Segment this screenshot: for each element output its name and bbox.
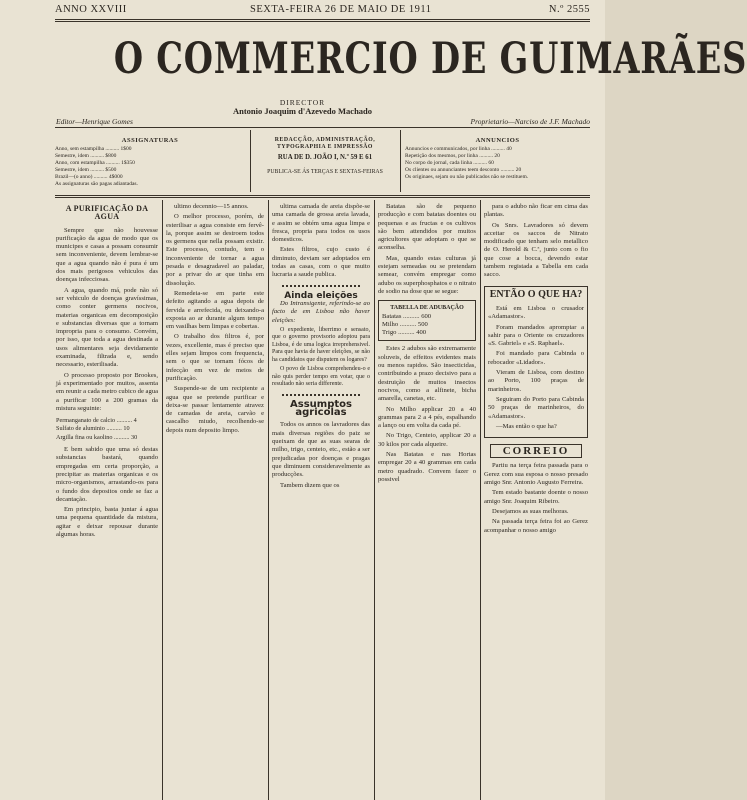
elections-title: Ainda eleições [284,290,358,301]
news-box-body [488,305,584,431]
ad-rate-line: No corpo do jornal, cada linha .......... 60 [405,160,494,166]
subscription-line: Anno, sem estampilha .......... 1$00 [55,146,132,152]
formula-line: Permanganato de calcio .......... 4 [56,417,137,425]
paragraph: O povo de Lisboa comprehendeu-o e não quis perder tempo em votar, que o resultado não seria differente. [272,366,370,388]
correio-body [484,462,588,534]
paragraph: Estes filtros, cujo custo é diminuto, deviam ser adoptados em todas as casas, com o que muito lucraria a saude publica. [272,246,370,279]
paragraph: Em principio, basta juntar á agua uma pequena quantidade da mistura, agitar e deixar repousar durante algumas horas. [56,506,158,538]
issue-year: ANNO XXVIII [55,4,127,15]
issue-date: SEXTA-FEIRA 26 DE MAIO DE 1911 [250,4,432,15]
article-purification-title: A PURIFICAÇÃO DA AGUA [65,204,149,222]
ad-rate-line: Annuncios e communicados, por linha .......... 40 [405,146,512,152]
news-box [484,286,588,438]
subscriptions-block [55,137,245,193]
top-rule-2 [55,21,590,22]
article-purification-body-2 [56,446,158,539]
subscription-line: Semestre, idem .......... $500 [55,167,117,173]
admin-address: RUA DE D. JOÃO I, N.º 59 E 61 [277,154,373,161]
news-box-title: ENTÃO O QUE HA? [489,288,583,300]
subscriptions-title: ASSIGNATURAS [121,137,179,144]
ad-rate-line: Os originaes, sejam ou não publicados não se restituem. [405,174,529,180]
issue-line [55,4,590,18]
subscriptions-list [55,146,245,188]
paragraph: Foi mandado para Cabinda o rebocador «Lidador». [488,350,584,366]
table-row: Trigo .......... 400 [382,329,427,337]
column-1 [56,203,158,800]
admin-publication: PUBLICA-SE ÁS TERÇAS E SEXTAS-FEIRAS [267,169,383,175]
subscription-line: Semestre, idem .......... $800 [55,153,117,159]
article-purification-body [56,227,158,414]
editor-name: Editor—Henrique Gomes [56,117,133,126]
paragraph: No Trigo, Centeio, applicar 20 a 30 kilos por cada alqueire. [378,432,476,448]
paragraph: Desejamos as suas melhoras. [492,507,569,515]
paragraph: Os Snrs. Lavradores só devem acceitar os saccos de Nitrato modificado que tenham selo metallico de O. Herold & C.ª, junto com o fio que cose a bocca, devendo estar tambem registada a Tabella em cada sacco. [484,221,588,279]
agriculture-title: Assumptos agricolas [290,398,352,419]
paragraph: A agua, quando má, pode não só ser vehiculo de doenças gravíssimas, como conter germens nocivos, materias organicas em decomposição e substancias diversas que a tornam impropria para o consumo. Convém, por isso, que toda a agua destinada a usos alimentares seja devidamente examinada, filtrada e, sendo necessario, esterilisada. [56,286,158,369]
paragraph: O trabalho dos filtros é, por vezes, excellente, mas é preciso que elles sejam limpos com frequencia, sem o que se tornam fócos de infecção em vez de meios de purificação. [166,333,264,382]
paragraph: ultimo decennio—15 annos. [174,203,249,210]
owner-name: Proprietario—Narciso de J.F. Machado [470,117,590,126]
paragraph: Seguiram do Porto para Cabinda 50 praças de marinheiros, do «Adamastor». [488,395,584,420]
paragraph: —Mas então o que ha? [496,422,557,430]
fertilizer-table [378,300,476,341]
admin-block [255,137,395,193]
director-block [0,98,605,116]
paragraph: Todos os annos os lavradores das mais diversas regiões do paiz se queixam de que as suas searas de milho, trigo, centeio, etc., estão a ser prejudicadas por doenças e pragas que diminuem consideravelmente as producções. [272,421,370,479]
subscription-line: As assignaturas são pagas adiantadas. [55,181,138,187]
paragraph: Está em Lisboa o crusador «Adamastor». [488,304,584,321]
paragraph: Nas Batatas e nas Hortas empregar 20 a 40 grammas em cada metro quadrado. Convem fazer o possivel [378,451,476,483]
agriculture-body-3 [378,345,476,484]
top-rule [55,19,590,20]
director-name: Antonio Joaquim d'Azevedo Machado [232,106,373,116]
fertilizer-table-rows [382,313,472,338]
rule-info-bottom [55,195,590,196]
formula-line: Argilla fina ou kaolino .......... 30 [56,433,138,441]
masthead-title: O COMMERCIO DE GUIMARÃES [113,34,747,84]
paragraph: Na passada terça feira foi ao Gerez acompanhar o nosso amigo [484,518,588,534]
column-2 [166,203,264,800]
paragraph: Tem estado bastante doente o nosso amigo Snr. Joaquim Ribeiro. [484,489,588,505]
ads-block [405,137,590,193]
fertilizer-table-title: TABELLA DE ADUBAÇÃO [390,305,464,312]
info-bar [55,137,590,193]
admin-title: REDACÇÃO, ADMINISTRAÇÃO, TYPOGRAPHIA E IMPRESSÃO [274,137,376,150]
paragraph: E bem sabido que uma só destas substancias bastará, quando empregadas em certa proporção, a precipitar as materias organicas e os micro-organismos, arrastando-os para o fundo dos depositos onde se faz a decantação. [56,446,158,503]
issue-number: N.º 2555 [548,4,590,15]
column-3 [272,203,370,800]
column-4 [378,203,476,800]
paragraph: Suspende-se de um recipiente a agua que se pretende purificar e deixa-se passar lentamente atravez de camadas de areia, carvão e cascalho miudo, recolhendo-se depois num deposito limpo. [166,385,264,434]
article-filter-body [166,203,264,435]
ads-title: ANNUNCIOS [475,137,520,144]
paragraph: para o adubo não ficar em cima das plantas. [484,203,588,219]
subscription-line: Brazil—(o anno) .......... 4$000 [55,174,123,180]
paragraph: Batatas são de pequeno producção e com batatas doentes ou pequenas e as fructas e os cultivos são bem attendidos por muitos agricultores que adoptam o que se aconselha. [378,203,476,252]
ad-rate-line: Repetição dos mesmos, por linha .......... 20 [405,153,500,159]
agriculture-body-4 [484,203,588,280]
paragraph: O expediente, liberrimo e sensato, que o governo provisorio adoptou para Lisboa, é de uma logica irreprehensivel. Para que havia de haver eleições, se não ha candidatos que disputem os logares? [272,326,370,363]
paragraph: Vieram de Lisboa, com destino ao Porto, 100 praças de marinheiros. [488,369,584,393]
paragraph: O melhor processo, porém, de esterilisar a agua consiste em fervê-la, porque assim se destroem todos os germens que nella possam existir. Este processo, contudo, tem o inconveniente de tornar a agua pesada e desagradavel ao paladar, por a privar do ar que tinha em dissolução. [166,213,264,287]
subscription-line: Anno, com estampilha .......... 1$350 [55,160,135,166]
ads-list [405,146,590,181]
ad-rate-line: Os clientes ou annunciantes teem desconto .......... 20 [405,167,522,173]
column-5 [484,203,588,800]
article-filter-end [272,203,370,280]
agriculture-body [272,421,370,489]
paragraph: Estes 2 adubos são extremamente soluveis, de effeitos evidentes mais ou menos rapidos. São insecticidas, contribuindo a prazo decisivo para a destruição de muitos insectos nocivos, como a alfinete, bicha amarella, canetas, etc. [378,345,476,403]
agriculture-body-2 [378,203,476,296]
correio-title: CORREIO [490,444,582,458]
paragraph: Remedeia-se em parte este defeito agitando a agua depois de fervida e arrefecida, ou deixando-a exposta ao ar durante algum tempo em vasilhas bem limpas e cobertas. [166,289,264,331]
paragraph: Mas, quando estas culturas já estejam semeadas ou se pretendam semear, convém empregar como adubo os superphosphatos e o nitrato de sodio na dose que se segue: [378,254,476,295]
elections-intro: Do Intransigente, referindo-se ao facto de em Lisboa não haver eleições: [272,299,370,324]
table-row: Batatas .......... 600 [382,312,432,320]
paragraph: Sempre que não houvesse purificação da agua de modo que os municipes e casas a possam consumir sem inconveniente, devem lembrar-se que a agua quando não é pura é um dos mais perigosos vehiculos das doenças infecciosas. [56,226,158,284]
rule-info-bottom-2 [55,197,590,198]
paragraph: ultima camada de areia dispõe-se uma camada de grossa areia lavada, e assim se obtém uma agua limpa e fresca, propria para todos os usos domesticos. [272,203,370,244]
formula-line: Sulfato de aluminio .......... 10 [56,425,130,433]
rule-info-top [55,127,590,128]
elections-quote [272,327,370,389]
paragraph: Tambem dizem que os [280,481,340,489]
paragraph: No Milho applicar 20 a 40 grammas para 2 a 4 pés, espalhando a lanço ou em volta da cada pé. [378,405,476,430]
table-row: Milho .......... 500 [382,320,428,328]
paragraph: Partiu na terça feira passada para o Gerez com sua esposa o nosso presado amigo Snr. Antonio Augusto Ferreira. [484,462,588,487]
paragraph: O processo proposto por Brookes, já experimentado por muitos, assenta em reunir a cada metro cubico de agua a purificar 100 a 200 gramas da mistura seguinte: [56,371,158,412]
director-label: DIRECTOR [279,98,326,107]
purification-formula [56,417,158,442]
paragraph: Foram mandados apromptar a sahir para o Oriente os cruzadores «S. Gabriel» e «S. Raphael». [488,323,584,348]
